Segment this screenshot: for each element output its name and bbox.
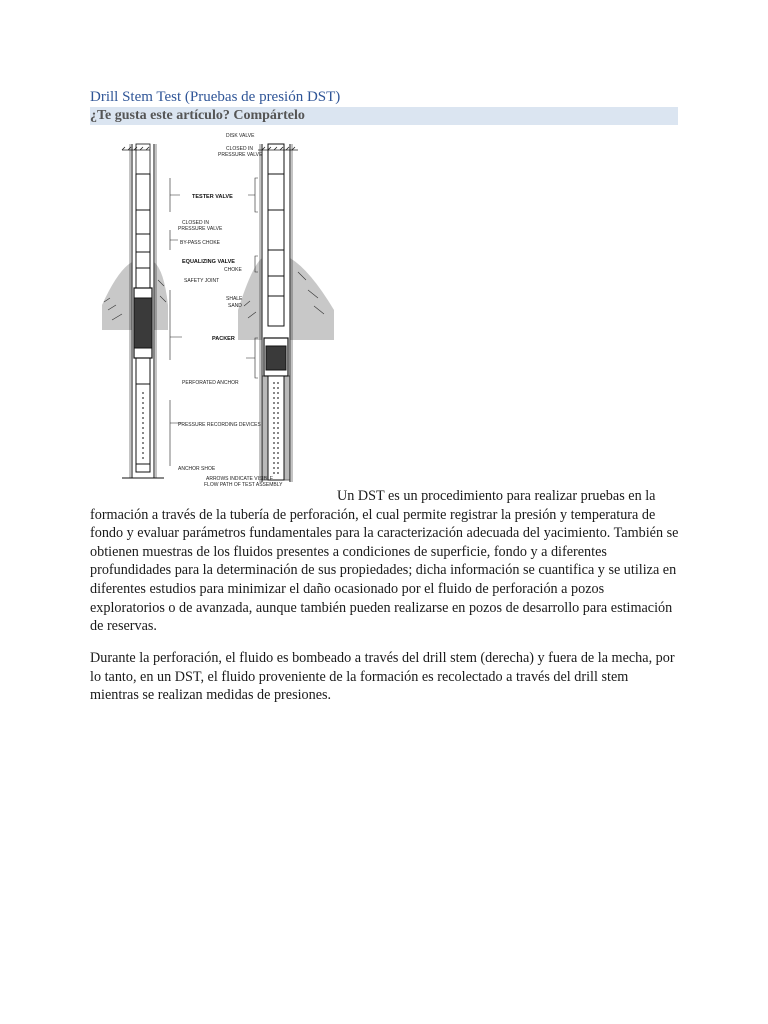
paragraph-drill-stem-flow: Durante la perforación, el fluido es bombeado a través del drill stem (derecha) y fuera de la mecha, por lo tanto, en un DST, el fluido proveniente de la formación es recolectado a través del drill stem mientras se realizan medidas de presiones. [90,650,675,704]
caption-line-2: FLOW PATH OF TEST ASSEMBLY [204,482,283,488]
label-pressure-valve-top: PRESSURE VALVE [218,152,263,158]
label-tester-valve: TESTER VALVE [192,194,233,200]
label-closed-in-top: CLOSED IN [226,146,253,152]
label-closed-in-mid: CLOSED IN [182,220,209,226]
share-prompt[interactable]: ¿Te gusta este artículo? Compártelo [90,108,305,123]
right-wellbore [260,144,292,482]
ground-surface [122,147,298,150]
label-shale: SHALE [226,296,243,302]
label-equalizing-valve: EQUALIZING VALVE [182,259,235,265]
article-title: Drill Stem Test (Pruebas de presión DST) [90,89,341,105]
label-perforated-anchor: PERFORATED ANCHOR [182,380,239,386]
label-bypass-choke: BY-PASS CHOKE [180,240,221,246]
label-sand: SAND [228,303,242,309]
label-pressure-valve-mid: PRESSURE VALVE [178,226,223,232]
label-pressure-recording: PRESSURE RECORDING DEVICES [178,422,261,428]
share-bar[interactable] [90,107,678,125]
label-choke: CHOKE [224,267,242,273]
paragraph-dst-definition: Un DST es un procedimiento para realizar pruebas en la formación a través de la tubería de perforación, el cual permite registrar la presión y temperatura de fondo y evaluar parámetros fundamentales para la caracterización adecuada del yacimiento. También se obtienen muestras de los fluidos presentes a condiciones de superficie, fondo y a diferentes profundidades para la determinación de sus propiedades; dicha información se cuantifica y se utiliza en diferentes estudios para minimizar el daño ocasionado por el fluido de perforación a pozos exploratorios o de avanzada, aunque también pueden realizarse en pozos de desarrollo para estimación de reservas. [90,488,679,635]
label-anchor-shoe: ANCHOR SHOE [178,466,216,472]
label-disk-valve: DISK VALVE [226,133,255,139]
label-safety-joint: SAFETY JOINT [184,278,220,284]
dst-tool-diagram [98,130,338,492]
label-packer: PACKER [212,336,235,342]
caption-line-1: ARROWS INDICATE VISIBLE [206,476,274,482]
